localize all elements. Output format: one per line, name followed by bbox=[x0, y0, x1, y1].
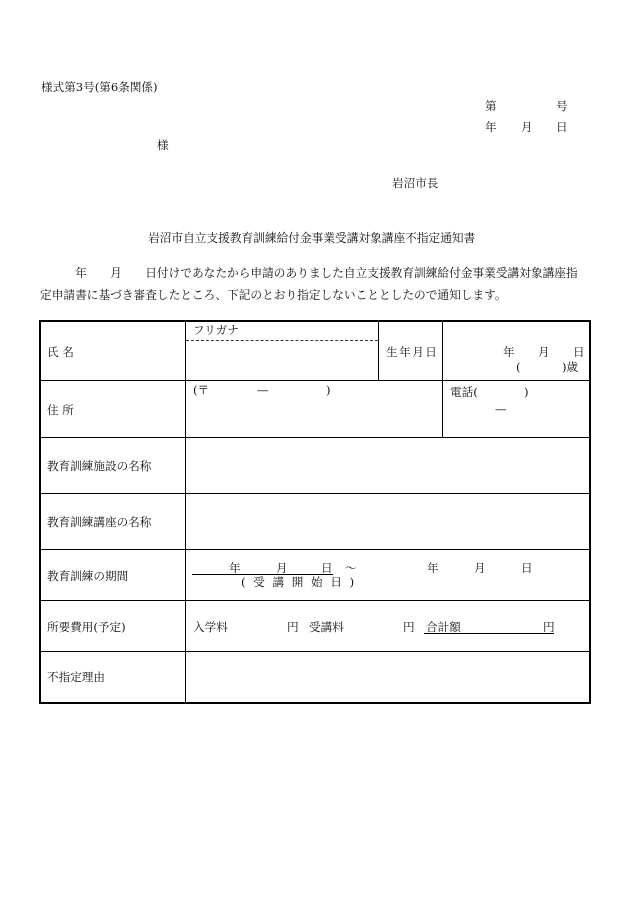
entrance-fee-unit: 円 bbox=[287, 620, 299, 634]
name-label-cell bbox=[41, 322, 186, 381]
course-label-cell bbox=[41, 494, 186, 550]
document-number-suffix: 号 bbox=[556, 99, 568, 113]
tuition-unit: 円 bbox=[403, 620, 415, 634]
birthdate-cell bbox=[443, 322, 589, 381]
postal-open: (〒 bbox=[193, 383, 210, 397]
cost-label-cell bbox=[41, 601, 186, 652]
period-label: 教育訓練の期間 bbox=[47, 569, 129, 583]
age-close-label: )歳 bbox=[562, 360, 579, 374]
period-start-day: 日 bbox=[321, 561, 333, 575]
body-line-2: 定申請書に基づき審査したところ、下記のとおり指定しないこととしたので通知します。 bbox=[40, 288, 507, 302]
address-label: 住 所 bbox=[47, 403, 74, 417]
facility-cell bbox=[186, 438, 589, 494]
tuition-label: 受講料 bbox=[309, 620, 344, 634]
addressee-honorific: 様 bbox=[157, 138, 169, 152]
period-cell bbox=[186, 550, 589, 601]
body-line-1: 年 月 日付けであなたから申請のありました自立支援教育訓練給付金事業受講対象講座指 bbox=[40, 266, 578, 280]
total-unit: 円 bbox=[543, 620, 555, 634]
course-cell bbox=[186, 494, 589, 550]
furigana-divider bbox=[186, 340, 378, 341]
period-end-year: 年 bbox=[427, 561, 439, 575]
name-label: 氏 名 bbox=[47, 345, 74, 359]
age-open-paren: ( bbox=[516, 360, 521, 374]
address-cell bbox=[186, 381, 443, 438]
total-underline bbox=[424, 633, 554, 634]
total-label: 合計額 bbox=[426, 620, 461, 634]
phone-cell bbox=[443, 381, 589, 438]
phone-close: ) bbox=[524, 385, 529, 399]
facility-label-cell bbox=[41, 438, 186, 494]
phone-label: 電話( bbox=[450, 385, 478, 399]
entrance-fee-label: 入学料 bbox=[193, 620, 228, 634]
period-end-month: 月 bbox=[474, 561, 486, 575]
birthdate-label-cell bbox=[379, 322, 443, 381]
sender-name: 岩沼市長 bbox=[392, 176, 439, 190]
birthdate-month: 月 bbox=[538, 345, 550, 359]
course-label: 教育訓練講座の名称 bbox=[47, 515, 152, 529]
postal-dash: — bbox=[257, 383, 269, 397]
facility-label: 教育訓練施設の名称 bbox=[47, 459, 152, 473]
document-number-prefix: 第 bbox=[485, 99, 497, 113]
phone-dash: — bbox=[495, 402, 507, 416]
period-start-caption: ( 受 講 開 始 日 ) bbox=[241, 575, 357, 589]
document-title: 岩沼市自立支援教育訓練給付金事業受講対象講座不指定通知書 bbox=[148, 231, 476, 245]
details-table bbox=[39, 320, 591, 704]
cost-label: 所要費用(予定) bbox=[47, 620, 126, 634]
issue-date-day: 日 bbox=[556, 120, 568, 134]
issue-date-month: 月 bbox=[521, 120, 533, 134]
name-cell bbox=[186, 322, 379, 381]
reason-cell bbox=[186, 652, 589, 702]
period-end-day: 日 bbox=[521, 561, 533, 575]
birthdate-label: 生年月日 bbox=[386, 345, 439, 359]
period-tilde: ～ bbox=[345, 561, 357, 575]
postal-close: ) bbox=[326, 383, 331, 397]
period-label-cell bbox=[41, 550, 186, 601]
furigana-label: フリガナ bbox=[193, 323, 239, 337]
cost-cell bbox=[186, 601, 589, 652]
form-number: 様式第3号(第6条関係) bbox=[41, 80, 158, 94]
reason-label: 不指定理由 bbox=[47, 670, 105, 684]
issue-date-year: 年 bbox=[485, 120, 497, 134]
address-label-cell bbox=[41, 381, 186, 438]
birthdate-year: 年 bbox=[503, 345, 515, 359]
period-start-month: 月 bbox=[276, 561, 288, 575]
period-start-year: 年 bbox=[229, 561, 241, 575]
reason-label-cell bbox=[41, 652, 186, 702]
birthdate-day: 日 bbox=[573, 345, 585, 359]
